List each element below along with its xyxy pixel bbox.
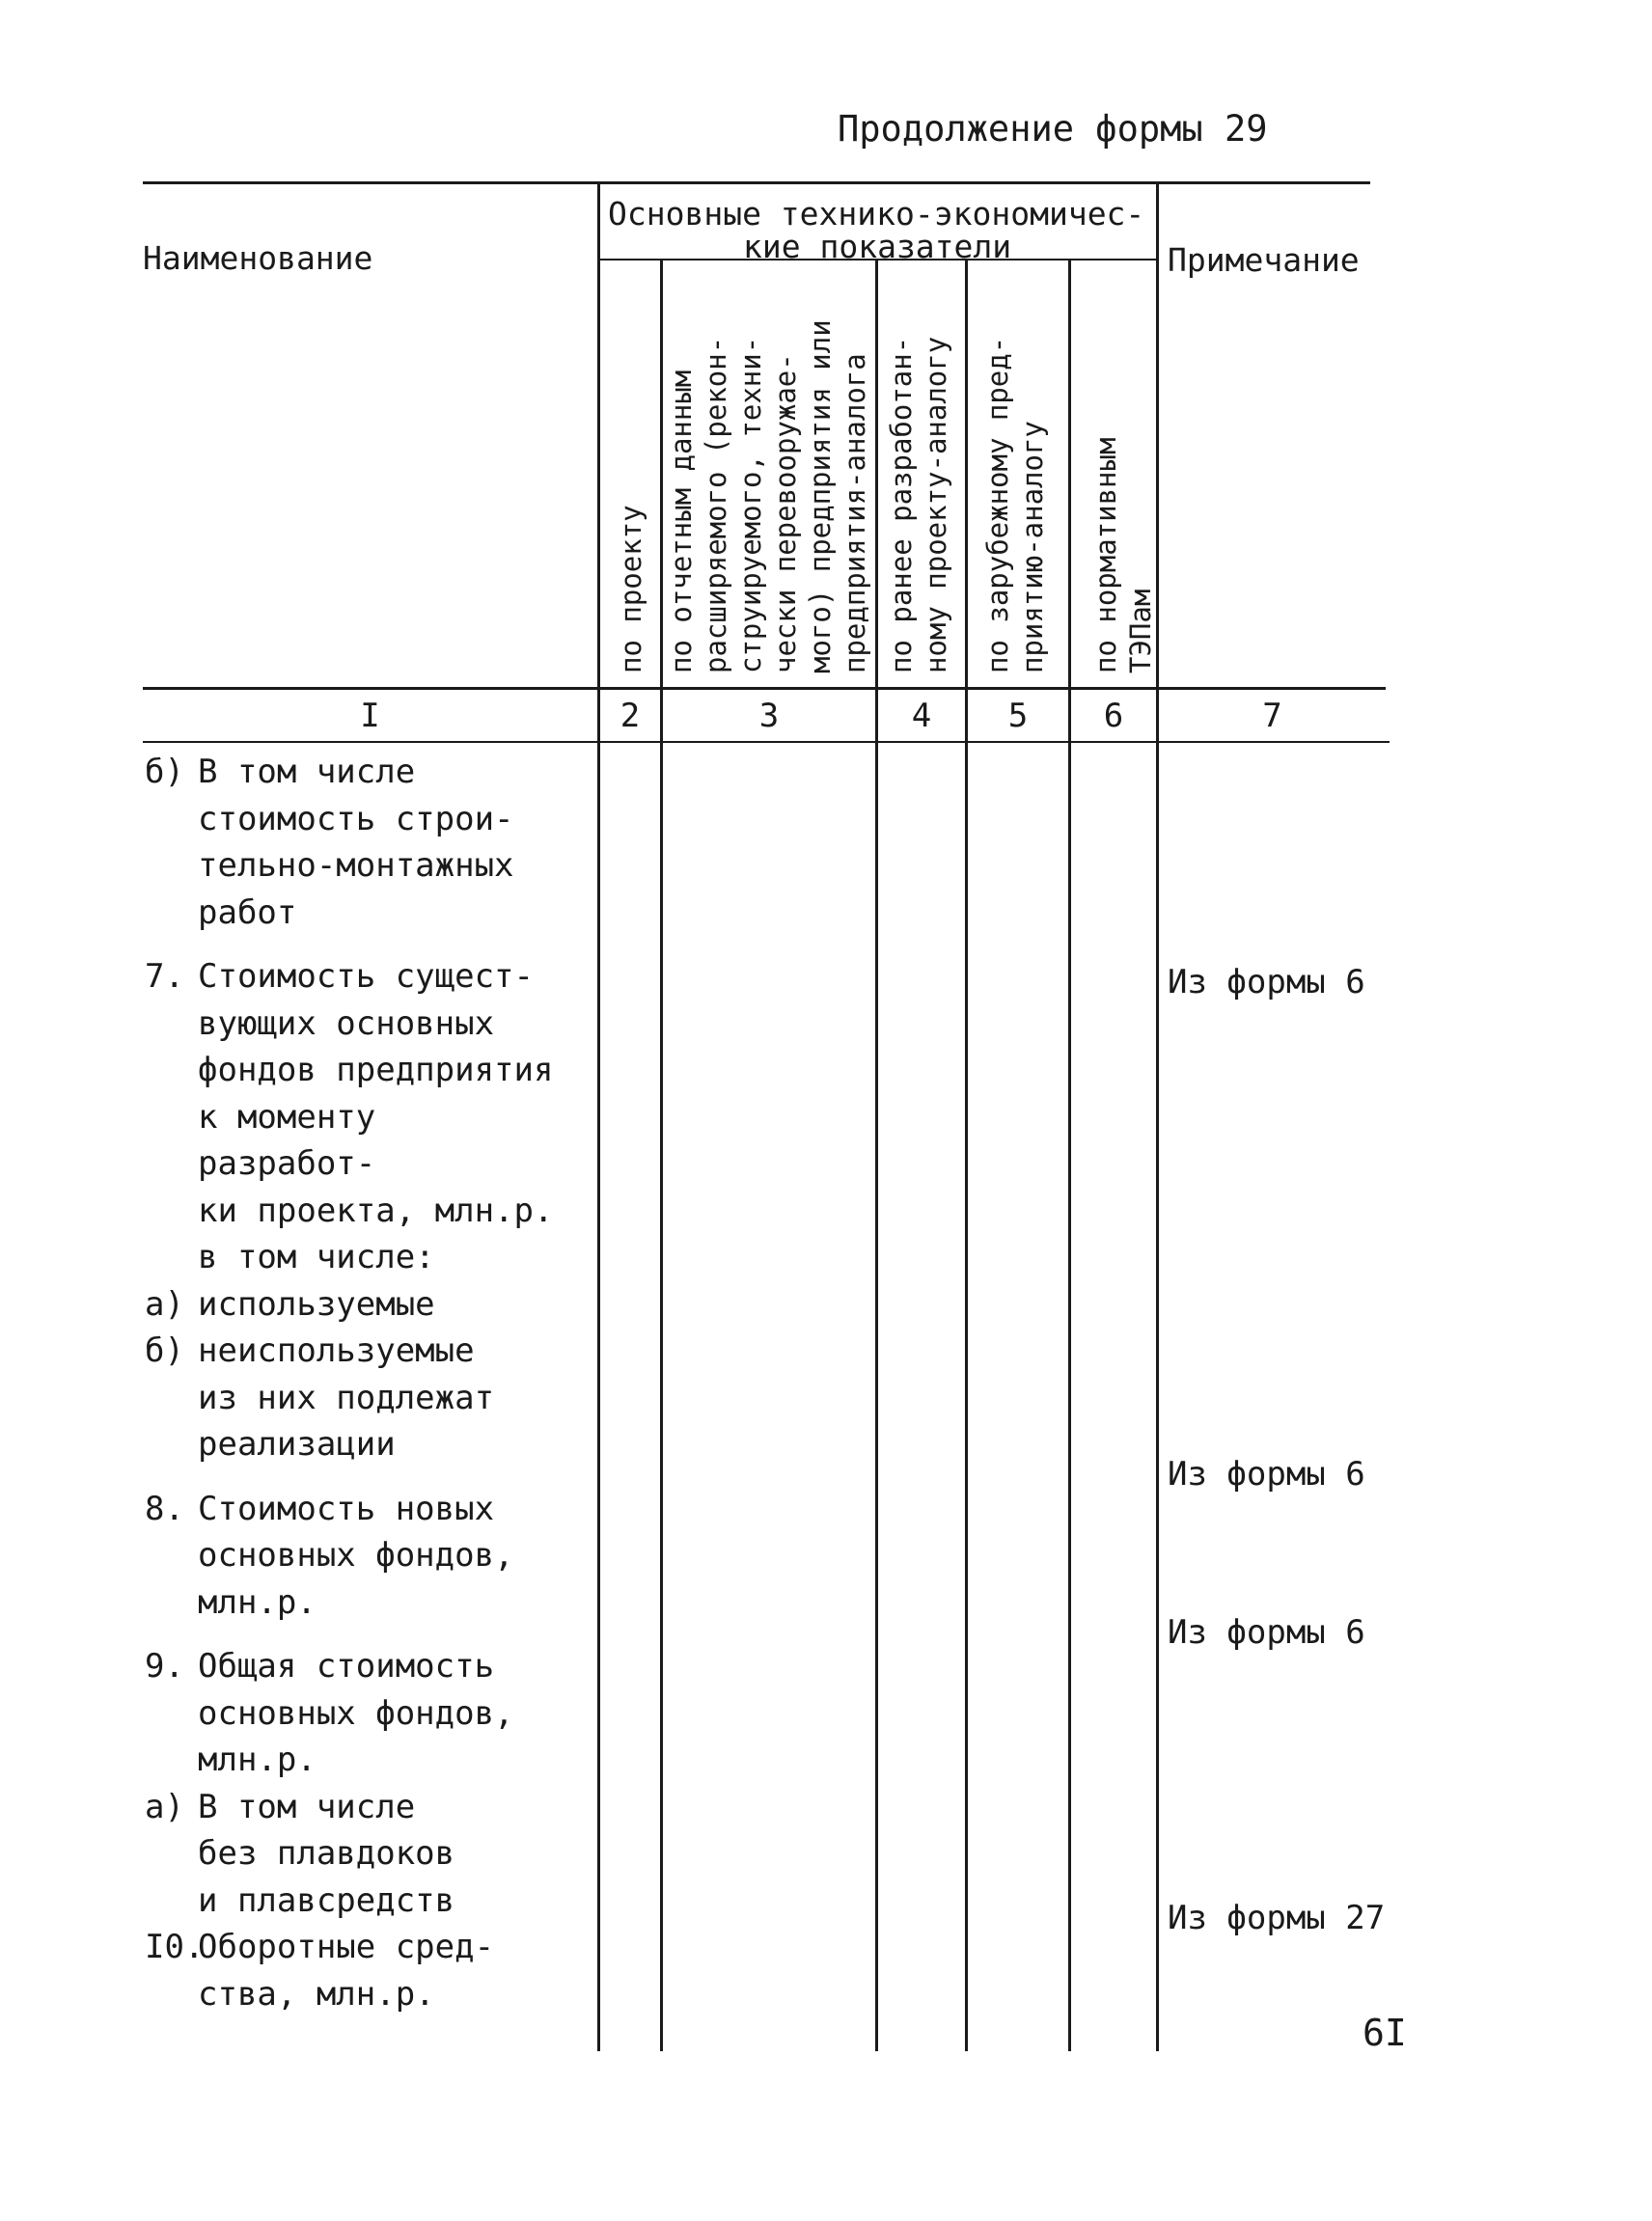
- subheader-earlier-project: [884, 268, 953, 673]
- column-number-1: I: [360, 697, 380, 735]
- table-row: [145, 749, 569, 936]
- column-divider-5: [1068, 259, 1071, 2051]
- row-text-line: без плавдоков: [198, 1834, 455, 1873]
- table-row: [145, 1643, 569, 1784]
- row-number: I0.: [145, 1928, 205, 1966]
- table-row: [145, 1784, 569, 1925]
- row-number: 9.: [145, 1647, 184, 1686]
- row-text-line: ки проекта, млн.р.: [198, 1191, 554, 1230]
- row-text-line: основных фондов,: [198, 1536, 514, 1575]
- column-divider-2: [660, 259, 663, 2051]
- subheader-line: по ранее разработан-: [885, 336, 918, 673]
- row-text-line: реализации: [198, 1425, 396, 1464]
- column-number-6: 6: [1103, 697, 1124, 735]
- row-text-line: используемые: [198, 1284, 435, 1324]
- subheader-by-project: [614, 268, 648, 673]
- column-number-2: 2: [620, 697, 641, 735]
- row-text-line: в том числе:: [198, 1238, 435, 1276]
- note-column-header: Примечание: [1168, 241, 1360, 279]
- subheader-line: расширяемого (рекон-: [700, 336, 732, 673]
- subheader-reported-data: [664, 268, 872, 673]
- subheader-normative: [1088, 268, 1158, 673]
- subheader-line: по проекту: [615, 505, 647, 673]
- table-row: [145, 1328, 569, 1468]
- note-row-7: Из формы 6: [1168, 963, 1365, 1001]
- group-header-line-1: Основные технико-экономичес-: [608, 195, 1145, 233]
- header-bottom-rule: [143, 687, 1386, 690]
- row-text-line: тельно-монтажных: [198, 846, 514, 885]
- column-number-5: 5: [1007, 697, 1029, 735]
- row-text-line: работ: [198, 892, 297, 932]
- column-number-3: 3: [758, 697, 780, 735]
- subheader-line: струируемого, техни-: [734, 336, 767, 673]
- row-text-line: В том числе: [198, 753, 416, 791]
- row-text-line: ства, млн.р.: [198, 1974, 435, 2014]
- column-number-4: 4: [911, 697, 932, 735]
- page-number: 6I: [1363, 2012, 1407, 2054]
- row-text-line: и плавсредств: [198, 1880, 455, 1920]
- row-text-line: Стоимость новых: [198, 1489, 495, 1528]
- column-number-7: 7: [1262, 697, 1282, 735]
- row-text-line: Оборотные сред-: [198, 1928, 495, 1966]
- table-row: [145, 953, 569, 1281]
- row-text-line: Стоимость сущест-: [198, 957, 534, 996]
- group-header-line-2: кие показатели: [743, 228, 1012, 265]
- table-top-rule: [143, 181, 1370, 184]
- subheader-line: по зарубежному пред-: [981, 336, 1014, 673]
- subheader-line: мого) предприятия или: [804, 319, 837, 673]
- row-number: а): [145, 1284, 184, 1324]
- column-divider-4: [965, 259, 968, 2051]
- name-column-header: Наименование: [143, 239, 373, 277]
- subheader-line: ТЭПам: [1124, 589, 1157, 673]
- row-text-line: фондов предприятия: [198, 1051, 554, 1089]
- table-row: [145, 1281, 569, 1329]
- form-continuation-note: Продолжение формы 29: [838, 108, 1268, 150]
- row-text-line: стоимость строи-: [198, 799, 514, 838]
- row-text-line: В том числе: [198, 1787, 416, 1826]
- row-text-line: млн.р.: [198, 1741, 317, 1779]
- column-number-rule: [143, 741, 1390, 743]
- subheader-line: по нормативным: [1089, 437, 1122, 673]
- row-number: 8.: [145, 1489, 184, 1528]
- subheader-line: по отчетным данным: [665, 370, 698, 673]
- table-row: [145, 1924, 569, 2017]
- row-number: 7.: [145, 957, 184, 996]
- row-text-line: основных фондов,: [198, 1693, 514, 1733]
- row-number: б): [145, 753, 184, 791]
- row-text-line: Общая стоимость: [198, 1647, 495, 1686]
- subheader-line: приятию-аналогу: [1016, 421, 1049, 673]
- subheader-foreign-enterprise: [980, 268, 1050, 673]
- column-divider-1: [597, 181, 600, 2051]
- table-row: [145, 1486, 569, 1627]
- subheader-line: чески перевооружае-: [769, 353, 802, 673]
- row-text-line: млн.р.: [198, 1582, 317, 1622]
- note-row-9: Из формы 6: [1168, 1613, 1365, 1652]
- note-row-8: Из формы 6: [1168, 1455, 1365, 1494]
- note-row-10: Из формы 27: [1168, 1899, 1386, 1937]
- row-text-line: к моменту разработ-: [198, 1097, 376, 1183]
- row-names: [145, 749, 569, 2017]
- row-number: а): [145, 1787, 184, 1826]
- row-number: б): [145, 1331, 184, 1370]
- column-divider-3: [875, 259, 878, 2051]
- row-text-line: из них подлежат: [198, 1378, 495, 1417]
- subheader-line: предприятия-аналога: [839, 353, 871, 673]
- subheader-line: ному проекту-аналогу: [920, 336, 952, 673]
- row-text-line: неиспользуемые: [198, 1331, 475, 1370]
- row-text-line: вующих основных: [198, 1003, 495, 1043]
